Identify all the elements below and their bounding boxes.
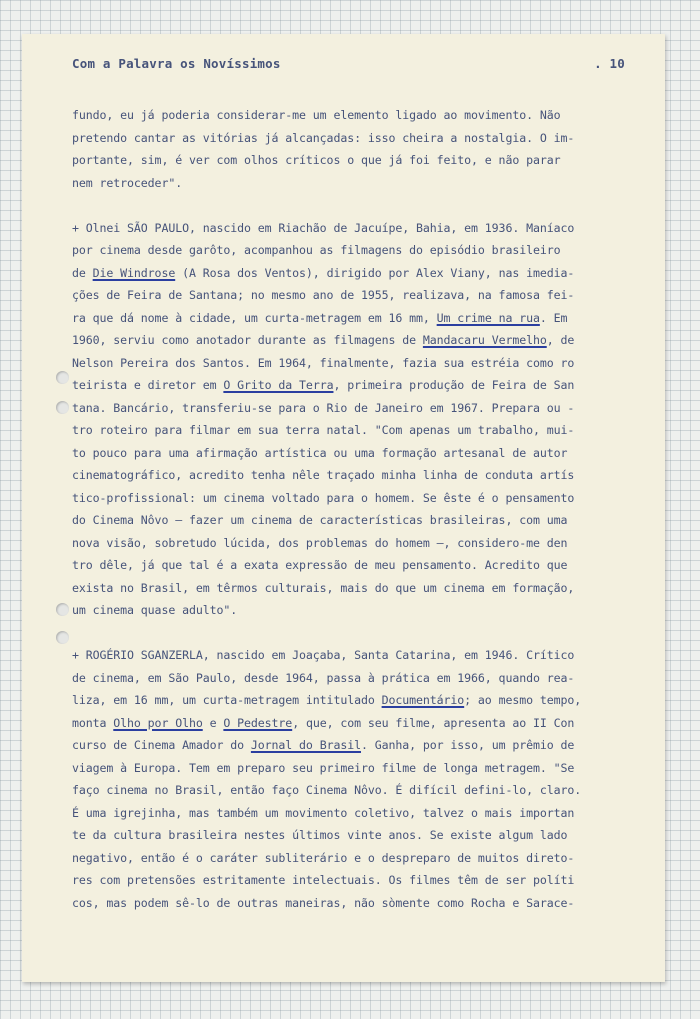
- text-run: do Cinema Nôvo — fazer um cinema de características brasileiras, com uma: [72, 513, 568, 527]
- underlined-film-title: Olho por Olho: [113, 715, 203, 730]
- underlined-film-title: O Grito da Terra: [223, 378, 334, 392]
- text-line: [72, 869, 645, 892]
- text-run: ra que dá nome à cidade, um curta-metragem em 16 mm,: [72, 310, 437, 325]
- text-run: te da cultura brasileira nestes últimos vinte anos. Se existe algum lado: [72, 828, 568, 842]
- text-line: [72, 104, 645, 127]
- punch-hole: [56, 401, 69, 414]
- text-run: , que, com seu filme, apresenta ao II Con: [292, 715, 575, 730]
- text-run: , de: [546, 333, 575, 347]
- text-run: fundo, eu já poderia considerar-me um elemento ligado ao movimento. Não: [72, 108, 561, 122]
- text-line: [72, 577, 645, 600]
- punch-hole: [56, 603, 69, 616]
- text-run: nem retroceder".: [72, 175, 183, 190]
- text-line: [72, 127, 645, 150]
- text-line: [72, 172, 645, 195]
- text-run: + ROGÉRIO SGANZERLA, nascido em Joaçaba, Santa Catarina, em 1946. Crítico: [72, 648, 575, 662]
- body-text: [72, 104, 645, 914]
- typewritten-page: [22, 34, 665, 982]
- text-run: ; ao mesmo tempo,: [464, 693, 582, 707]
- text-line: [72, 442, 645, 465]
- text-line: [72, 374, 645, 397]
- text-run: exista no Brasil, em têrmos culturais, mais do que um cinema em formação,: [72, 580, 575, 595]
- text-line: [72, 757, 645, 780]
- text-run: um cinema quase adulto".: [72, 603, 238, 617]
- text-run: tro roteiro para filmar em sua terra natal. "Com apenas um trabalho, mui-: [72, 423, 575, 437]
- text-run: cos, mas podem sê-lo de outras maneiras, não sòmente como Rocha e Sarace-: [72, 895, 575, 910]
- underlined-film-title: Jornal do Brasil: [250, 738, 361, 752]
- text-run: , primeira produção de Feira de San: [333, 378, 575, 392]
- running-title: Com a Palavra os Novíssimos: [72, 56, 281, 71]
- text-line: [72, 149, 645, 172]
- underlined-film-title: Um crime na rua: [436, 310, 540, 325]
- text-run: nova visão, sobretudo lúcida, dos problemas do homem —, considero-me den: [72, 535, 568, 550]
- text-line: [72, 779, 645, 802]
- text-run: faço cinema no Brasil, então faço Cinema Nôvo. É difícil defini-lo, claro.: [72, 783, 582, 797]
- text-run: + Olnei SÃO PAULO, nascido em Riachão de Jacuípe, Bahia, em 1936. Maníaco: [72, 220, 575, 235]
- text-line: [72, 352, 645, 375]
- text-run: monta: [72, 715, 114, 730]
- text-run: . Em: [539, 310, 568, 325]
- text-run: pretendo cantar as vitórias já alcançadas: isso cheira a nostalgia. O im-: [72, 130, 575, 145]
- underlined-film-title: O Pedestre: [223, 715, 293, 730]
- text-run: É uma igrejinha, mas também um movimento coletivo, talvez o mais importan: [72, 805, 575, 820]
- page-header: [72, 56, 645, 82]
- text-run: de: [72, 265, 93, 280]
- text-line: [72, 802, 645, 825]
- text-line: [72, 667, 645, 690]
- underlined-film-title: Mandacaru Vermelho: [422, 333, 547, 347]
- paragraph-gap: [72, 622, 645, 645]
- text-line: [72, 464, 645, 487]
- text-run: ções de Feira de Santana; no mesmo ano de 1955, realizava, na famosa fei-: [72, 288, 575, 302]
- text-line: [72, 892, 645, 915]
- underlined-film-title: Die Windrose: [92, 265, 176, 280]
- text-line: [72, 532, 645, 555]
- text-run: 1960, serviu como anotador durante as filmagens de: [72, 333, 423, 347]
- text-line: [72, 217, 645, 240]
- text-run: portante, sim, é ver com olhos críticos o que já foi feito, e não parar: [72, 153, 561, 167]
- text-run: e: [202, 715, 224, 730]
- paragraph-gap: [72, 194, 645, 217]
- text-run: . Ganha, por isso, um prêmio de: [360, 738, 575, 752]
- text-run: de cinema, em São Paulo, desde 1964, passa à prática em 1966, quando rea-: [72, 670, 575, 685]
- punch-hole: [56, 371, 69, 384]
- text-line: [72, 397, 645, 420]
- text-line: [72, 307, 645, 330]
- text-line: [72, 712, 645, 735]
- text-run: curso de Cinema Amador do: [72, 738, 251, 752]
- text-line: [72, 847, 645, 870]
- text-line: [72, 262, 645, 285]
- text-line: [72, 734, 645, 757]
- text-run: cinematográfico, acredito tenha nêle traçado minha linha de conduta artís: [72, 468, 575, 482]
- text-run: Nelson Pereira dos Santos. Em 1964, finalmente, fazia sua estréia como ro: [72, 355, 575, 370]
- text-line: [72, 554, 645, 577]
- text-run: viagem à Europa. Tem em preparo seu primeiro filme de longa metragem. "Se: [72, 760, 575, 775]
- text-run: tico-profissional: um cinema voltado para o homem. Se êste é o pensamento: [72, 490, 575, 505]
- text-line: [72, 284, 645, 307]
- text-line: [72, 329, 645, 352]
- text-run: tro dêle, já que tal é a exata expressão de meu pensamento. Acredito que: [72, 558, 568, 572]
- page-number: . 10: [594, 56, 625, 71]
- text-run: liza, em 16 mm, um curta-metragem intitulado: [72, 693, 382, 707]
- text-line: [72, 689, 645, 712]
- text-line: [72, 509, 645, 532]
- text-run: to pouco para uma afirmação artística ou uma formação artesanal de autor: [72, 445, 568, 460]
- text-line: [72, 644, 645, 667]
- underlined-film-title: Documentário: [381, 693, 465, 707]
- text-line: [72, 239, 645, 262]
- text-run: negativo, então é o caráter subliterário e o despreparo de muitos direto-: [72, 850, 575, 865]
- text-run: (A Rosa dos Ventos), dirigido por Alex Viany, nas imedia-: [175, 265, 575, 280]
- text-run: por cinema desde garôto, acompanhou as filmagens do episódio brasileiro: [72, 243, 561, 257]
- text-run: teirista e diretor em: [72, 378, 224, 392]
- text-line: [72, 419, 645, 442]
- text-run: res com pretensões estritamente intelectuais. Os filmes têm de ser políti: [72, 873, 575, 887]
- punch-hole: [56, 631, 69, 644]
- text-line: [72, 487, 645, 510]
- text-line: [72, 824, 645, 847]
- text-line: [72, 599, 645, 622]
- text-run: tana. Bancário, transferiu-se para o Rio de Janeiro em 1967. Prepara ou -: [72, 400, 575, 415]
